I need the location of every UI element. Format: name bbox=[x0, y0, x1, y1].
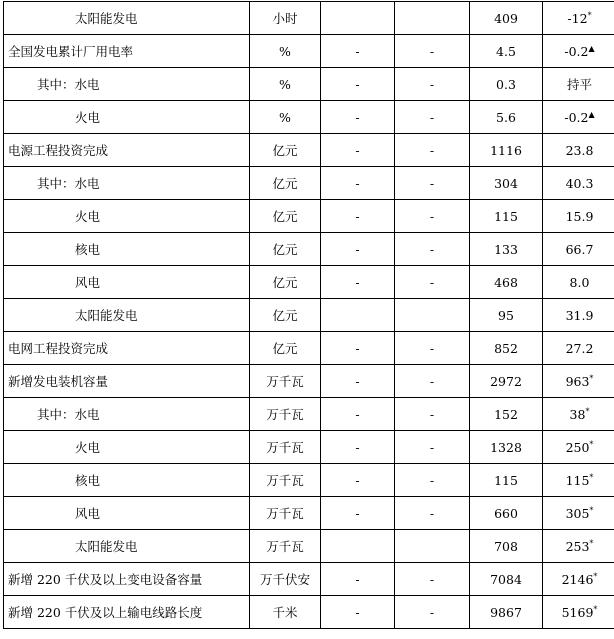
footnote-mark: * bbox=[589, 538, 594, 548]
value-cell: 4.5 bbox=[470, 35, 543, 68]
blank-cell-a: - bbox=[321, 497, 395, 530]
blank-cell-a: - bbox=[321, 101, 395, 134]
blank-cell-a: - bbox=[321, 398, 395, 431]
indicator-label: 新增 220 千伏及以上变电设备容量 bbox=[8, 572, 203, 587]
table-row bbox=[4, 530, 614, 563]
blank-cell-a: - bbox=[321, 134, 395, 167]
change-cell bbox=[543, 398, 614, 431]
value-cell: 9867 bbox=[470, 596, 543, 629]
table-row bbox=[4, 101, 614, 134]
table-row bbox=[4, 35, 614, 68]
indicator-label: 全国发电累计厂用电率 bbox=[8, 44, 134, 59]
table-row bbox=[4, 68, 614, 101]
indicator-label: 火电 bbox=[75, 110, 101, 125]
blank-cell-b: - bbox=[395, 332, 470, 365]
indicator-label: 其中：水电 bbox=[37, 407, 100, 422]
footnote-mark: ▲ bbox=[588, 109, 595, 119]
footnote-mark: * bbox=[593, 604, 598, 614]
indicator-cell bbox=[4, 134, 250, 167]
blank-cell-a: - bbox=[321, 431, 395, 464]
value-cell: 1328 bbox=[470, 431, 543, 464]
table-row bbox=[4, 596, 614, 629]
unit-cell: 万千伏安 bbox=[250, 563, 321, 596]
value-cell: 7084 bbox=[470, 563, 543, 596]
value-cell: 115 bbox=[470, 464, 543, 497]
indicator-label: 其中：水电 bbox=[37, 77, 100, 92]
indicator-label: 火电 bbox=[75, 440, 101, 455]
blank-cell-a: - bbox=[321, 596, 395, 629]
change-value: 23.8 bbox=[565, 142, 594, 158]
change-cell bbox=[543, 563, 614, 596]
indicator-cell bbox=[4, 68, 250, 101]
blank-cell-b bbox=[395, 530, 470, 563]
unit-cell: 万千瓦 bbox=[250, 365, 321, 398]
change-cell bbox=[543, 530, 614, 563]
table-body bbox=[4, 2, 614, 629]
footnote-mark: * bbox=[589, 472, 594, 482]
indicator-cell bbox=[4, 332, 250, 365]
indicator-cell bbox=[4, 530, 250, 563]
unit-cell: 亿元 bbox=[250, 332, 321, 365]
value-cell: 133 bbox=[470, 233, 543, 266]
unit-cell: % bbox=[250, 101, 321, 134]
blank-cell-b: - bbox=[395, 68, 470, 101]
indicator-cell bbox=[4, 299, 250, 332]
blank-cell-a: - bbox=[321, 200, 395, 233]
indicator-label: 风电 bbox=[75, 275, 101, 290]
indicator-cell bbox=[4, 101, 250, 134]
footnote-mark: * bbox=[589, 373, 594, 383]
change-value: 5169 bbox=[561, 604, 594, 620]
change-cell bbox=[543, 167, 614, 200]
change-cell bbox=[543, 431, 614, 464]
indicator-cell bbox=[4, 233, 250, 266]
value-cell: 304 bbox=[470, 167, 543, 200]
indicator-label: 新增 220 千伏及以上输电线路长度 bbox=[8, 605, 203, 620]
table-row bbox=[4, 167, 614, 200]
indicator-label: 核电 bbox=[75, 473, 101, 488]
unit-cell: 万千瓦 bbox=[250, 398, 321, 431]
table-row bbox=[4, 2, 614, 35]
blank-cell-b bbox=[395, 299, 470, 332]
table-row bbox=[4, 200, 614, 233]
indicator-cell bbox=[4, 431, 250, 464]
blank-cell-b: - bbox=[395, 563, 470, 596]
blank-cell-b: - bbox=[395, 35, 470, 68]
footnote-mark: * bbox=[593, 571, 598, 581]
table-row bbox=[4, 332, 614, 365]
unit-cell: 万千瓦 bbox=[250, 464, 321, 497]
blank-cell-a: - bbox=[321, 563, 395, 596]
table-row bbox=[4, 134, 614, 167]
unit-cell: 小时 bbox=[250, 2, 321, 35]
blank-cell-a: - bbox=[321, 365, 395, 398]
blank-cell-b: - bbox=[395, 596, 470, 629]
indicator-cell bbox=[4, 266, 250, 299]
indicator-cell bbox=[4, 563, 250, 596]
indicator-label: 太阳能发电 bbox=[75, 539, 138, 554]
blank-cell-a: - bbox=[321, 266, 395, 299]
change-cell bbox=[543, 68, 614, 101]
indicator-label: 太阳能发电 bbox=[75, 308, 138, 323]
change-value: 15.9 bbox=[565, 208, 594, 224]
indicator-cell bbox=[4, 365, 250, 398]
change-cell bbox=[543, 266, 614, 299]
change-value: 8.0 bbox=[569, 274, 590, 290]
table-row bbox=[4, 431, 614, 464]
footnote-mark: * bbox=[585, 406, 590, 416]
indicator-cell bbox=[4, 596, 250, 629]
unit-cell: 万千瓦 bbox=[250, 530, 321, 563]
footnote-mark: * bbox=[589, 505, 594, 515]
change-value: 250 bbox=[565, 439, 590, 455]
change-cell bbox=[543, 2, 614, 35]
unit-cell: 万千瓦 bbox=[250, 431, 321, 464]
change-cell bbox=[543, 299, 614, 332]
blank-cell-b: - bbox=[395, 365, 470, 398]
unit-cell: 亿元 bbox=[250, 266, 321, 299]
footnote-mark: * bbox=[587, 10, 592, 20]
change-value: 持平 bbox=[566, 77, 592, 92]
indicator-cell bbox=[4, 497, 250, 530]
blank-cell-a: - bbox=[321, 167, 395, 200]
value-cell: 152 bbox=[470, 398, 543, 431]
change-cell bbox=[543, 497, 614, 530]
blank-cell-b: - bbox=[395, 266, 470, 299]
table-row bbox=[4, 266, 614, 299]
blank-cell-b: - bbox=[395, 134, 470, 167]
value-cell: 115 bbox=[470, 200, 543, 233]
blank-cell-b: - bbox=[395, 200, 470, 233]
indicator-label: 新增发电装机容量 bbox=[8, 374, 109, 389]
blank-cell-b: - bbox=[395, 398, 470, 431]
indicator-cell bbox=[4, 167, 250, 200]
indicator-cell bbox=[4, 398, 250, 431]
blank-cell-b: - bbox=[395, 233, 470, 266]
change-value: -0.2 bbox=[564, 43, 589, 59]
table-row bbox=[4, 299, 614, 332]
unit-cell: 亿元 bbox=[250, 167, 321, 200]
blank-cell-b: - bbox=[395, 431, 470, 464]
blank-cell-a bbox=[321, 299, 395, 332]
value-cell: 852 bbox=[470, 332, 543, 365]
indicator-label: 太阳能发电 bbox=[75, 11, 138, 26]
table-row bbox=[4, 365, 614, 398]
table-row bbox=[4, 563, 614, 596]
change-value: 27.2 bbox=[565, 340, 594, 356]
change-cell bbox=[543, 332, 614, 365]
indicator-cell bbox=[4, 200, 250, 233]
blank-cell-a bbox=[321, 530, 395, 563]
blank-cell-b: - bbox=[395, 101, 470, 134]
change-cell bbox=[543, 200, 614, 233]
indicator-label: 电源工程投资完成 bbox=[8, 143, 109, 158]
change-cell bbox=[543, 365, 614, 398]
value-cell: 95 bbox=[470, 299, 543, 332]
value-cell: 468 bbox=[470, 266, 543, 299]
indicator-cell bbox=[4, 35, 250, 68]
unit-cell: 千米 bbox=[250, 596, 321, 629]
unit-cell: 亿元 bbox=[250, 299, 321, 332]
indicator-label: 火电 bbox=[75, 209, 101, 224]
change-value: 253 bbox=[565, 538, 590, 554]
indicator-label: 其中：水电 bbox=[37, 176, 100, 191]
blank-cell-a: - bbox=[321, 68, 395, 101]
blank-cell-a: - bbox=[321, 233, 395, 266]
change-cell bbox=[543, 233, 614, 266]
change-value: 38 bbox=[569, 406, 586, 422]
change-value: 66.7 bbox=[565, 241, 594, 257]
value-cell: 2972 bbox=[470, 365, 543, 398]
table-row bbox=[4, 233, 614, 266]
change-value: -0.2 bbox=[564, 109, 589, 125]
unit-cell: % bbox=[250, 35, 321, 68]
unit-cell: 万千瓦 bbox=[250, 497, 321, 530]
change-cell bbox=[543, 101, 614, 134]
unit-cell: 亿元 bbox=[250, 200, 321, 233]
statistics-table bbox=[3, 1, 614, 629]
change-value: 305 bbox=[565, 505, 590, 521]
blank-cell-a bbox=[321, 2, 395, 35]
footnote-mark: ▲ bbox=[588, 43, 595, 53]
indicator-cell bbox=[4, 2, 250, 35]
change-value: -12 bbox=[567, 10, 588, 26]
table-row bbox=[4, 497, 614, 530]
unit-cell: % bbox=[250, 68, 321, 101]
footnote-mark: * bbox=[589, 439, 594, 449]
blank-cell-b: - bbox=[395, 464, 470, 497]
indicator-label: 电网工程投资完成 bbox=[8, 341, 109, 356]
blank-cell-a: - bbox=[321, 464, 395, 497]
unit-cell: 亿元 bbox=[250, 134, 321, 167]
change-value: 31.9 bbox=[565, 307, 594, 323]
blank-cell-a: - bbox=[321, 35, 395, 68]
change-cell bbox=[543, 134, 614, 167]
unit-cell: 亿元 bbox=[250, 233, 321, 266]
change-value: 115 bbox=[565, 472, 590, 488]
value-cell: 409 bbox=[470, 2, 543, 35]
change-value: 2146 bbox=[561, 571, 594, 587]
change-cell bbox=[543, 596, 614, 629]
value-cell: 0.3 bbox=[470, 68, 543, 101]
blank-cell-b: - bbox=[395, 167, 470, 200]
change-value: 40.3 bbox=[565, 175, 594, 191]
value-cell: 1116 bbox=[470, 134, 543, 167]
table-row bbox=[4, 398, 614, 431]
change-cell bbox=[543, 464, 614, 497]
value-cell: 5.6 bbox=[470, 101, 543, 134]
blank-cell-b: - bbox=[395, 497, 470, 530]
table-row bbox=[4, 464, 614, 497]
value-cell: 708 bbox=[470, 530, 543, 563]
change-cell bbox=[543, 35, 614, 68]
indicator-label: 核电 bbox=[75, 242, 101, 257]
blank-cell-a: - bbox=[321, 332, 395, 365]
value-cell: 660 bbox=[470, 497, 543, 530]
indicator-label: 风电 bbox=[75, 506, 101, 521]
indicator-cell bbox=[4, 464, 250, 497]
change-value: 963 bbox=[565, 373, 590, 389]
blank-cell-b bbox=[395, 2, 470, 35]
